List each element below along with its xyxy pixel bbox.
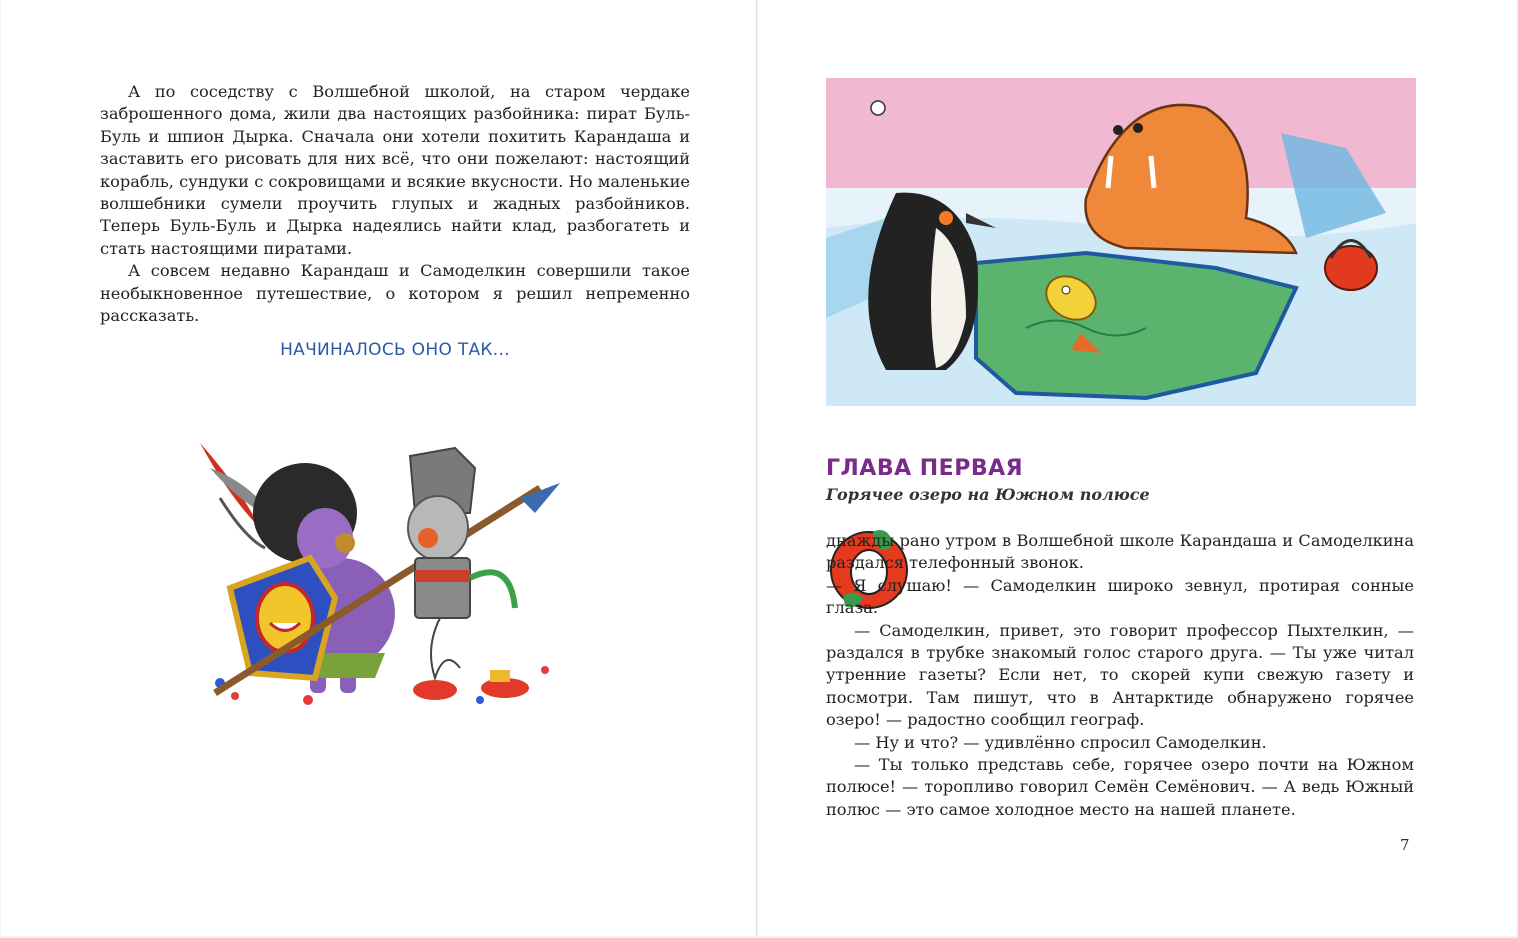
paragraph: — Самоделкин, привет, это говорит профессор Пыхтелкин, — раздался в трубке знакомый голос старого друга. — Ты уже читал утренние газеты? Если нет, то скорей купи свежую газету и посмотри. Там пишут, что в Антарктиде обнаружено горячее озеро! — радостно сообщил географ. xyxy=(826,620,1414,730)
paragraph: — Ты только представь себе, горячее озеро почти на Южном полюсе! — торопливо говорил Семён Семёнович. — А ведь Южный полюс — это самое холодное место на нашей планете. xyxy=(826,755,1414,819)
paragraph: А совсем недавно Карандаш и Самоделкин совершили такое необыкновенное путешествие, о котором я решил непременно рассказать. xyxy=(100,261,690,326)
paragraph: днажды рано утром в Волшебной школе Карандаша и Самоделкина раздался телефонный звонок. xyxy=(826,531,1414,573)
pirate-and-robot-illustration xyxy=(190,438,570,727)
chapter-title: ГЛАВА ПЕРВАЯ xyxy=(826,456,1024,481)
left-text-block xyxy=(100,81,690,327)
right-text-block xyxy=(826,530,1414,821)
section-subheading: НАЧИНАЛОСЬ ОНО ТАК... xyxy=(280,340,510,360)
page-number: 7 xyxy=(1400,836,1410,854)
antarctic-lake-illustration xyxy=(826,78,1416,410)
paragraph: — Ну и что? — удивлённо спросил Самоделкин. xyxy=(854,732,1267,752)
paragraph: — Я слушаю! — Самоделкин широко зевнул, протирая сонные глаза. xyxy=(826,575,1414,618)
paragraph: А по соседству с Волшебной школой, на старом чердаке заброшенного дома, жили два настоящих разбойника: пират Буль-Буль и шпион Дырка. Сначала они хотели похитить Карандаша и заставить его рисовать для них всё, что они пожелают: настоящий корабль, сундуки с сокровищами и всякие вкусности. Но маленькие волшебники сумели проучить глупых и жадных разбойников. Теперь Буль-Буль и Дырка надеялись найти клад, разбогатеть и стать настоящими пиратами. xyxy=(100,82,690,258)
chapter-subtitle: Горячее озеро на Южном полюсе xyxy=(826,485,1150,504)
